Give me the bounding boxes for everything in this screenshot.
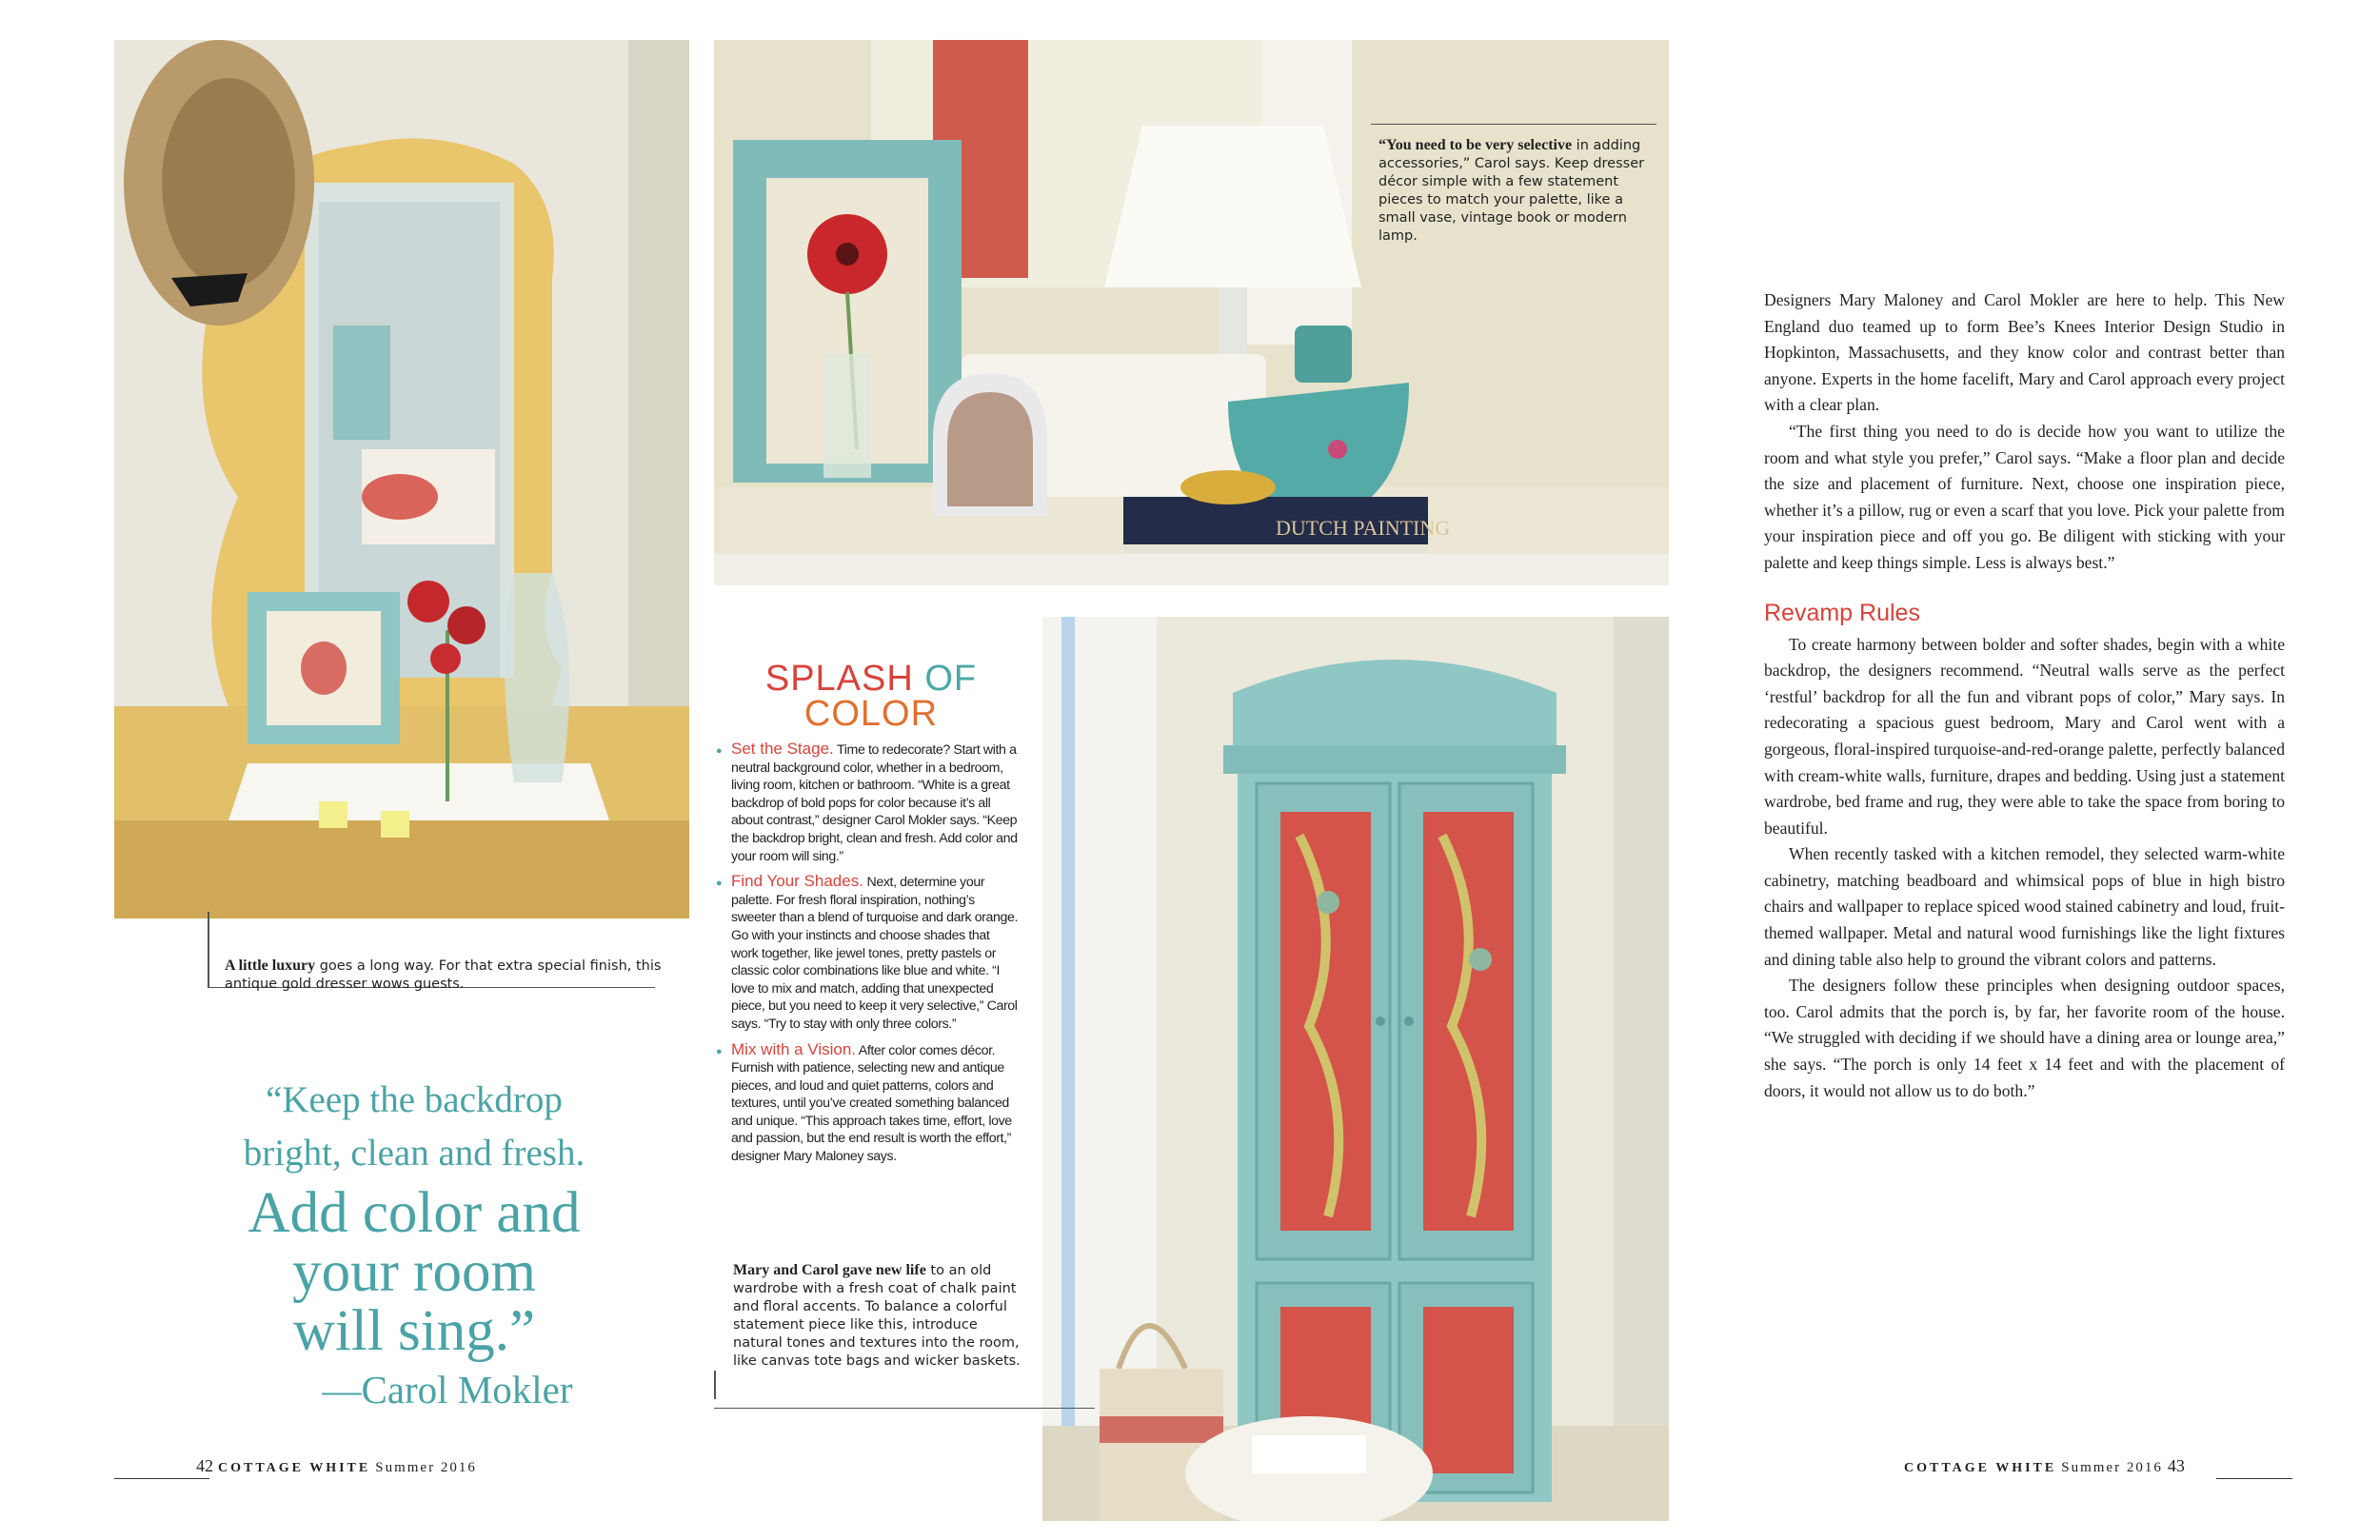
caption-text: in adding accessories,” Carol says. Keep dresser décor simple with a few statement pieces to match your palette, like a small vase, vintage book or modern lamp. xyxy=(1378,138,1645,244)
accessories-caption xyxy=(1378,136,1664,246)
article-paragraph: When recently tasked with a kitchen remodel, they selected warm-white cabinetry, matching beadboard and whimsical pops of blue in high bistro chairs and wallpaper to replace spiced wood stained cabinetry and loud, fruit-themed wallpaper. Metal and natural wood furnishings like the light fixtures and dining table also help to ground the vibrant colors and patterns. xyxy=(1764,844,2285,969)
caption-bracket xyxy=(208,912,209,988)
dresser-accessories-photo xyxy=(714,40,1669,585)
magazine-name: COTTAGE WHITE xyxy=(218,1461,371,1475)
page-number: 43 xyxy=(2167,1456,2185,1475)
sidebar-item xyxy=(716,873,1019,1033)
magazine-name: COTTAGE WHITE xyxy=(1904,1461,2057,1475)
article-paragraph: To create harmony between bolder and softer shades, begin with a white backdrop, the designers recommend. “Neutral walls serve as the perfect ‘restful’ backdrop for all the fun and vibrant pops of color,” Mary says. In redecorating a spacious guest bedroom, Mary and Carol went with a gorgeous, floral-inspired turquoise-and-red-orange palette, perfectly balanced with cream-white walls, furniture, drapes and bedding. Using just a statement wardrobe, bed frame and rug, they were able to take the space from boring to beautiful. xyxy=(1764,634,2285,838)
caption-lead: Mary and Carol gave new life xyxy=(733,1262,926,1278)
sidebar-item xyxy=(716,1041,1019,1166)
pull-quote xyxy=(162,1076,666,1418)
sidebar-item-text: Next, determine your palette. For fresh floral inspiration, nothing’s sweeter than a blend of turquoise and dark orange. Go with your instincts and choose shades that work together, like jewel tones, pretty pastels or classic color combinations like blue and white. “I love to mix and match, adding that unexpected piece, but you need to keep it very selective,” Carol says. “Try to stay with only three colors.” xyxy=(731,875,1019,1032)
caption-bracket xyxy=(1371,124,1656,125)
wardrobe-photo xyxy=(1042,617,1669,1521)
book-title-text: DUTCH PAINTING xyxy=(1276,516,1451,540)
dresser-mirror-photo xyxy=(114,40,689,918)
sidebar-item-text: Time to redecorate? Start with a neutral background color, whether in a bedroom, living room, kitchen or bathroom. “White is a great backdrop of bold pops for color because it’s all about contrast,” designer Carol Mokler says. “Keep the backdrop bright, clean and fresh. Add color and your room will sing.” xyxy=(731,742,1018,864)
caption-lead: A little luxury xyxy=(225,958,316,974)
article-paragraph: The designers follow these principles when designing outdoor spaces, too. Carol admits that the porch is, by far, her favorite room of the house. “We struggled with deciding if we should have a dining area or lounge area,” she says. “The porch is only 14 feet x 14 feet and with the placement of doors, it would not allow us to do both.” xyxy=(1764,976,2285,1100)
issue-date: Summer 2016 xyxy=(375,1460,477,1475)
article-body xyxy=(1764,287,2285,1104)
folio-left xyxy=(196,1456,477,1476)
pull-quote-line: will sing.” xyxy=(292,1299,536,1363)
sidebar-item-lead: Mix with a Vision. xyxy=(731,1039,857,1058)
caption-lead: “You need to be very selective xyxy=(1378,137,1573,153)
article-paragraph: “The first thing you need to do is decide how you want to utilize the room and what style you prefer,” Carol says. “Make a floor plan and decide the size and placement of furniture. Next, choose one inspiration piece, whether it’s a pillow, rug or even a scarf that you love. Pick your palette from your inspiration piece and off you go. Be diligent with sticking with your palette and keep things simple. Less is always best.” xyxy=(1764,421,2285,572)
page-number: 42 xyxy=(196,1456,213,1475)
pull-quote-line: bright, clean and fresh. xyxy=(243,1133,585,1174)
caption-text: goes a long way. For that extra special finish, this antique gold dresser wows guests. xyxy=(225,958,662,992)
dresser-caption xyxy=(225,957,672,994)
pull-quote-line: Add color and xyxy=(248,1181,581,1245)
sidebar-list xyxy=(716,740,1019,1174)
wardrobe-caption xyxy=(733,1261,1028,1371)
folio-rule xyxy=(114,1478,209,1479)
sidebar-title-word: OF xyxy=(924,659,978,699)
sidebar-title-word: COLOR xyxy=(803,694,939,734)
pull-quote-line: your room xyxy=(292,1240,536,1304)
caption-text: to an old wardrobe with a fresh coat of chalk paint and floral accents. To balance a colorful statement piece like this, introduce natural tones and textures into the room, like canvas tote bags and wicker baskets. xyxy=(733,1263,1021,1369)
sidebar-item-text: After color comes décor. Furnish with patience, selecting new and antique pieces, and loud and quiet patterns, colors and textures, until you’ve created something balanced and unique. “This approach takes time, effort, love and passion, but the end result is worth the effort,” designer Mary Maloney says. xyxy=(731,1042,1012,1165)
folio-rule xyxy=(2216,1478,2292,1479)
pull-quote-line: “Keep the backdrop xyxy=(266,1079,563,1120)
issue-date: Summer 2016 xyxy=(2061,1460,2163,1475)
sidebar-item-lead: Set the Stage. xyxy=(731,740,834,758)
pull-quote-attribution: —Carol Mokler xyxy=(322,1368,573,1412)
sidebar-title-word: SPLASH xyxy=(764,659,914,699)
sidebar-title xyxy=(724,661,1019,732)
caption-bracket xyxy=(714,1371,716,1399)
sidebar-item xyxy=(716,740,1019,865)
article-paragraph: Designers Mary Maloney and Carol Mokler are here to help. This New England duo teamed up to form Bee’s Knees Interior Design Studio in Hopkinton, Massachusetts, and they know color and contrast better than anyone. Experts in the home facelift, Mary and Carol approach every project with a clear plan. xyxy=(1764,290,2285,415)
folio-right xyxy=(1904,1456,2185,1476)
sidebar-item-lead: Find Your Shades. xyxy=(731,872,863,891)
section-heading: Revamp Rules xyxy=(1764,599,1920,626)
